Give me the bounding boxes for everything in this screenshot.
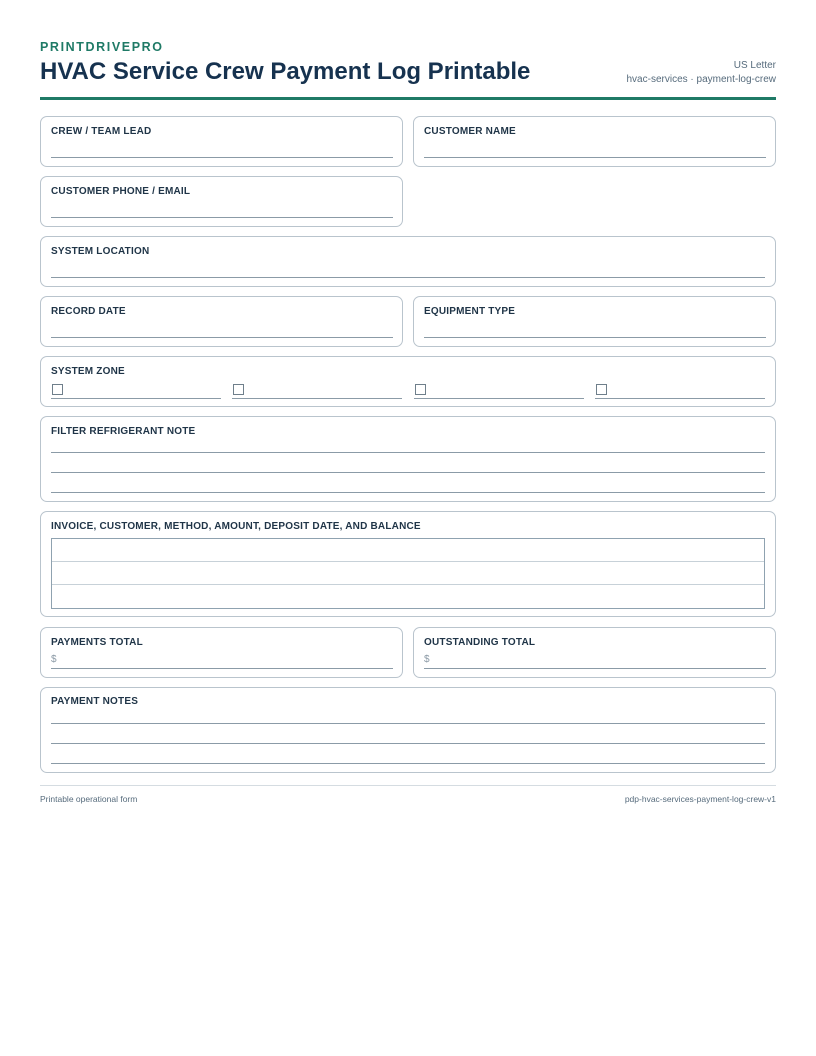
equipment-type-label: EQUIPMENT TYPE	[424, 306, 516, 317]
record-date-write-line[interactable]	[51, 337, 393, 338]
document-slug: hvac-services · payment-log-crew	[626, 73, 776, 85]
system-zone-field	[40, 356, 776, 407]
invoice-table-section	[40, 511, 776, 617]
crew-lead-label: CREW / TEAM LEAD	[51, 126, 152, 137]
record-date-label: RECORD DATE	[51, 306, 126, 317]
filter-note-label: FILTER REFRIGERANT NOTE	[51, 426, 196, 437]
footer-left-text: Printable operational form	[40, 794, 138, 804]
equipment-type-field[interactable]	[413, 296, 776, 347]
zone-option-line-4[interactable]	[595, 398, 765, 399]
payment-notes-line-2[interactable]	[51, 743, 765, 744]
customer-name-write-line[interactable]	[424, 157, 766, 158]
customer-name-field[interactable]	[413, 116, 776, 167]
customer-contact-label: CUSTOMER PHONE / EMAIL	[51, 186, 191, 197]
zone-option-line-2[interactable]	[232, 398, 402, 399]
equipment-type-write-line[interactable]	[424, 337, 766, 338]
zone-checkbox-1[interactable]	[52, 384, 63, 395]
table-row[interactable]	[52, 562, 764, 585]
system-location-field[interactable]	[40, 236, 776, 287]
outstanding-total-field[interactable]	[413, 627, 776, 678]
payments-total-label: PAYMENTS TOTAL	[51, 637, 143, 648]
footer-divider	[40, 785, 776, 786]
payments-total-field[interactable]	[40, 627, 403, 678]
payment-notes-line-3[interactable]	[51, 763, 765, 764]
table-row[interactable]	[52, 585, 764, 608]
payments-total-write-line[interactable]	[51, 668, 393, 669]
payments-total-currency: $	[51, 654, 57, 665]
crew-lead-field[interactable]	[40, 116, 403, 167]
zone-checkbox-4[interactable]	[596, 384, 607, 395]
paper-size-label: US Letter	[733, 60, 776, 71]
payment-notes-field[interactable]	[40, 687, 776, 773]
zone-checkbox-2[interactable]	[233, 384, 244, 395]
customer-name-label: CUSTOMER NAME	[424, 126, 516, 137]
filter-note-line-2[interactable]	[51, 472, 765, 473]
document-meta	[627, 59, 777, 86]
outstanding-total-write-line[interactable]	[424, 668, 766, 669]
zone-option-line-1[interactable]	[51, 398, 221, 399]
filter-note-field[interactable]	[40, 416, 776, 502]
zone-checkbox-3[interactable]	[415, 384, 426, 395]
zone-option-line-3[interactable]	[414, 398, 584, 399]
system-location-write-line[interactable]	[51, 277, 765, 278]
page-title: HVAC Service Crew Payment Log Printable	[40, 58, 531, 85]
system-location-label: SYSTEM LOCATION	[51, 246, 150, 257]
filter-note-line-3[interactable]	[51, 492, 765, 493]
customer-contact-field[interactable]	[40, 176, 403, 227]
invoice-table	[51, 538, 765, 609]
brand-logo: PRINTDRIVEPRO	[40, 40, 164, 54]
footer-form-id: pdp-hvac-services-payment-log-crew-v1	[624, 794, 776, 804]
record-date-field[interactable]	[40, 296, 403, 347]
payment-notes-line-1[interactable]	[51, 723, 765, 724]
system-zone-label: SYSTEM ZONE	[51, 366, 125, 377]
customer-contact-write-line[interactable]	[51, 217, 393, 218]
crew-lead-write-line[interactable]	[51, 157, 393, 158]
filter-note-line-1[interactable]	[51, 452, 765, 453]
payment-notes-label: PAYMENT NOTES	[51, 696, 139, 707]
invoice-table-label: INVOICE, CUSTOMER, METHOD, AMOUNT, DEPOSIT DATE, AND BALANCE	[51, 521, 421, 532]
outstanding-total-label: OUTSTANDING TOTAL	[424, 637, 536, 648]
outstanding-total-currency: $	[424, 654, 430, 665]
table-row[interactable]	[52, 539, 764, 562]
header-divider	[40, 97, 776, 100]
